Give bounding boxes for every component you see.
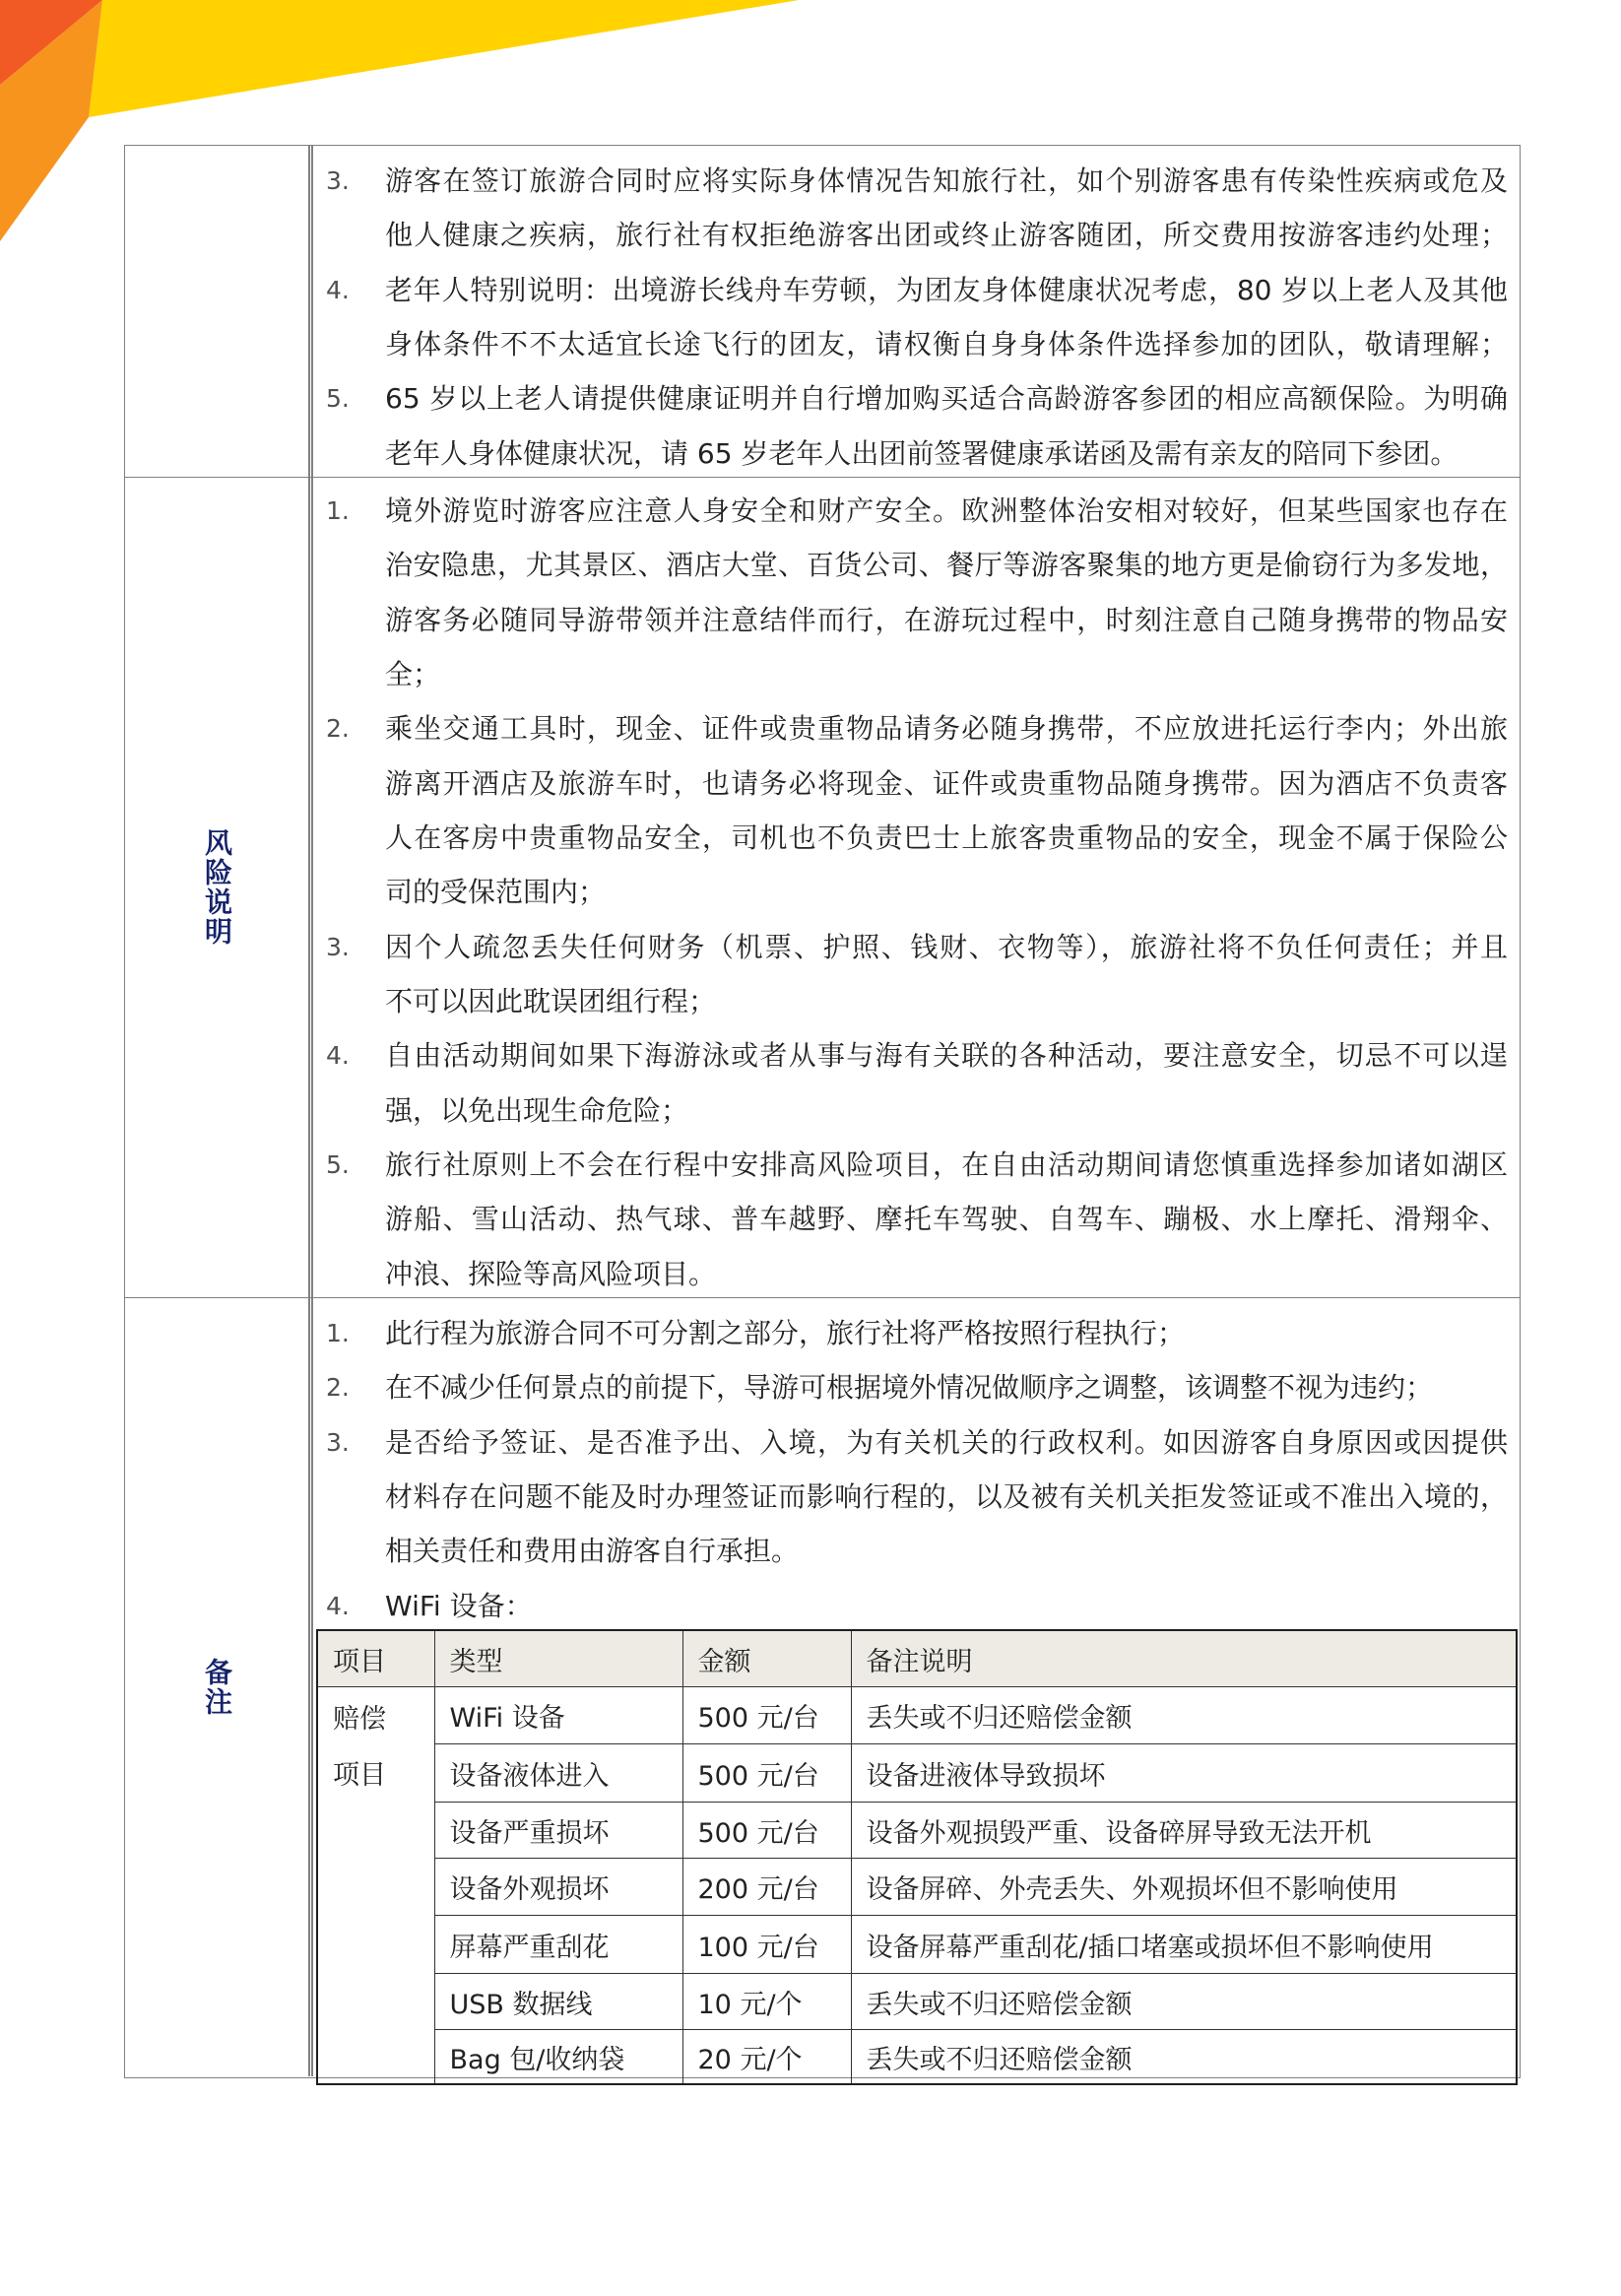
table-cell-note: 设备外观损毁严重、设备碎屏导致无法开机 bbox=[851, 1803, 1517, 1859]
list-item-line bbox=[313, 371, 1520, 426]
list-item-text: 冲浪、探险等高风险项目。 bbox=[385, 1257, 717, 1290]
list-item-line bbox=[313, 1138, 1520, 1192]
list-item-text: 老年人身体健康状况，请 65 岁老年人出团前签署健康承诺函及需有亲友的陪同下参团。 bbox=[385, 436, 1459, 470]
table-cell-amount: 10 元/个 bbox=[682, 1974, 851, 2030]
table-cell-amount: 100 元/台 bbox=[682, 1916, 851, 1974]
list-item-text: 自由活动期间如果下海游泳或者从事与海有关联的各种活动，要注意安全，切忌不可以逞 bbox=[385, 1039, 1508, 1073]
table-row bbox=[317, 1803, 1517, 1859]
list-number: 3. bbox=[326, 166, 350, 195]
list-item-line bbox=[313, 1415, 1520, 1470]
list-item-text: 治安隐患，尤其景区、酒店大堂、百货公司、餐厅等游客聚集的地方更是偷窃行为多发地， bbox=[385, 549, 1508, 582]
list-number: 4. bbox=[326, 275, 350, 304]
list-item-line bbox=[313, 1192, 1520, 1246]
table-cell-type: 设备严重损坏 bbox=[434, 1803, 682, 1859]
table-category-cell bbox=[317, 1687, 434, 2085]
table-cell-type: 设备液体进入 bbox=[434, 1744, 682, 1803]
list-item-line bbox=[313, 1247, 1520, 1301]
list-item-text: 全； bbox=[385, 658, 441, 691]
table-cell-note: 丢失或不归还赔偿金额 bbox=[851, 1687, 1517, 1744]
table-header-cell: 类型 bbox=[434, 1630, 682, 1687]
section-remarks bbox=[125, 1297, 1520, 2076]
list-item-text: 游离开酒店及旅游车时，也请务必将现金、证件或贵重物品随身携带。因为酒店不负责客 bbox=[385, 766, 1508, 800]
list-number: 1. bbox=[326, 1319, 350, 1347]
list-item-text: 不可以因此耽误团组行程； bbox=[385, 985, 717, 1018]
list-item-text: 65 岁以上老人请提供健康证明并自行增加购买适合高龄游客参团的相应高额保险。为明确 bbox=[385, 382, 1508, 416]
list-number: 2. bbox=[326, 1373, 350, 1403]
list-item-line bbox=[313, 974, 1520, 1028]
list-item-line bbox=[313, 426, 1520, 481]
item-list bbox=[313, 154, 1520, 481]
list-item-text: 强，以免出现生命危险； bbox=[385, 1093, 689, 1127]
list-item-text: 游客在签订旅游合同时应将实际身体情况告知旅行社，如个别游客患有传染性疾病或危及 bbox=[385, 164, 1508, 197]
list-item-line bbox=[313, 647, 1520, 701]
list-item-text: 此行程为旅游合同不可分割之部分，旅行社将严格按照行程执行； bbox=[385, 1317, 1186, 1349]
table-cell-note: 设备屏碎、外壳丢失、外观损坏但不影响使用 bbox=[851, 1859, 1517, 1916]
table-category-text: 赔偿项目 bbox=[333, 1704, 386, 1791]
list-item-line bbox=[313, 263, 1520, 317]
table-cell-amount: 500 元/台 bbox=[682, 1803, 851, 1859]
section-label: 备注 bbox=[201, 1658, 233, 1717]
list-number: 3. bbox=[326, 1427, 350, 1457]
table-cell-note: 丢失或不归还赔偿金额 bbox=[851, 2030, 1517, 2085]
itinerary-notes-table bbox=[124, 145, 1521, 2078]
list-item-line bbox=[313, 1360, 1520, 1414]
list-number: 1. bbox=[326, 496, 350, 525]
list-item-line bbox=[313, 1083, 1520, 1138]
table-row bbox=[317, 2030, 1517, 2085]
list-item-line bbox=[313, 756, 1520, 811]
list-item-line bbox=[313, 1028, 1520, 1082]
list-item-line bbox=[313, 1306, 1520, 1360]
section-content bbox=[313, 146, 1520, 477]
section-continued bbox=[125, 146, 1520, 477]
section-label-cell bbox=[125, 146, 313, 477]
table-cell-type: WiFi 设备 bbox=[434, 1687, 682, 1744]
list-item-text: 乘坐交通工具时，现金、证件或贵重物品请务必随身携带，不应放进托运行李内；外出旅 bbox=[385, 712, 1508, 746]
list-number: 2. bbox=[326, 714, 350, 744]
table-cell-type: 屏幕严重刮花 bbox=[434, 1916, 682, 1974]
list-item-text: 人在客房中贵重物品安全，司机也不负责巴士上旅客贵重物品的安全，现金不属于保险公 bbox=[385, 821, 1508, 855]
list-item-text: 在不减少任何景点的前提下，导游可根据境外情况做顺序之调整，该调整不视为违约； bbox=[385, 1371, 1434, 1405]
list-item-text: 因个人疏忽丢失任何财务（机票、护照、钱财、衣物等），旅游社将不负任何责任；并且 bbox=[385, 930, 1508, 963]
list-item-line bbox=[313, 1470, 1520, 1524]
list-item-line bbox=[313, 865, 1520, 919]
list-item-text: 游客务必随同导游带领并注意结伴而行，在游玩过程中，时刻注意自己随身携带的物品安 bbox=[385, 603, 1508, 636]
list-number: 5. bbox=[326, 1150, 350, 1180]
item-list bbox=[313, 1306, 1520, 1633]
table-cell-type: Bag 包/收纳袋 bbox=[434, 2030, 682, 2085]
list-item-line bbox=[313, 811, 1520, 865]
list-item-line bbox=[313, 701, 1520, 755]
table-cell-amount: 200 元/台 bbox=[682, 1859, 851, 1916]
list-number: 5. bbox=[326, 384, 350, 414]
list-item-line bbox=[313, 484, 1520, 538]
list-item-text: 游船、雪山活动、热气球、普车越野、摩托车驾驶、自驾车、蹦极、水上摩托、滑翔伞、 bbox=[385, 1203, 1508, 1236]
list-item-line bbox=[313, 538, 1520, 592]
list-item-text: 境外游览时游客应注意人身安全和财产安全。欧洲整体治安相对较好，但某些国家也存在 bbox=[385, 494, 1508, 527]
table-header-cell: 金额 bbox=[682, 1630, 851, 1687]
section-risk bbox=[125, 477, 1520, 1297]
table-cell-amount: 500 元/台 bbox=[682, 1744, 851, 1803]
table-cell-type: USB 数据线 bbox=[434, 1974, 682, 2030]
table-row bbox=[317, 1974, 1517, 2030]
item-list bbox=[313, 484, 1520, 1301]
list-item-text: 老年人特别说明：出境游长线舟车劳顿，为团友身体健康状况考虑，80 岁以上老人及其他 bbox=[385, 273, 1508, 306]
table-row bbox=[317, 1916, 1517, 1974]
table-cell-note: 设备进液体导致损坏 bbox=[851, 1744, 1517, 1803]
list-item-line bbox=[313, 208, 1520, 262]
section-content bbox=[313, 478, 1520, 1297]
list-number: 4. bbox=[326, 1041, 350, 1071]
list-item-line bbox=[313, 1524, 1520, 1578]
list-item-text: 司的受保范围内； bbox=[385, 876, 607, 909]
list-item-text: 是否给予签证、是否准予出、入境，为有关机关的行政权利。如因游客自身原因或因提供 bbox=[385, 1425, 1508, 1459]
section-label: 风险说明 bbox=[201, 828, 233, 947]
section-label-cell bbox=[125, 1298, 313, 2076]
table-row bbox=[317, 1744, 1517, 1803]
section-label-cell bbox=[125, 478, 313, 1297]
table-cell-note: 丢失或不归还赔偿金额 bbox=[851, 1974, 1517, 2030]
list-item-line bbox=[313, 154, 1520, 208]
list-item-text: 他人健康之疾病，旅行社有权拒绝游客出团或终止游客随团，所交费用按游客违约处理； bbox=[385, 219, 1508, 252]
list-item-line bbox=[313, 593, 1520, 647]
list-item-line bbox=[313, 317, 1520, 371]
list-item-line bbox=[313, 920, 1520, 974]
table-header-row bbox=[317, 1630, 1517, 1687]
table-header-cell: 项目 bbox=[317, 1630, 434, 1687]
list-item-text: 材料存在问题不能及时办理签证而影响行程的，以及被有关机关拒发签证或不准出入境的， bbox=[385, 1480, 1508, 1514]
list-number: 3. bbox=[326, 932, 350, 961]
list-number: 4. bbox=[326, 1591, 350, 1620]
list-item-text: WiFi 设备： bbox=[385, 1589, 533, 1622]
table-row bbox=[317, 1687, 1517, 1744]
table-cell-type: 设备外观损坏 bbox=[434, 1859, 682, 1916]
deco-yellow-band bbox=[89, 0, 799, 117]
table-cell-amount: 500 元/台 bbox=[682, 1687, 851, 1744]
table-cell-note: 设备屏幕严重刮花/插口堵塞或损坏但不影响使用 bbox=[851, 1916, 1517, 1974]
list-item-text: 旅行社原则上不会在行程中安排高风险项目，在自由活动期间请您慎重选择参加诸如湖区 bbox=[385, 1148, 1508, 1182]
table-header-cell: 备注说明 bbox=[851, 1630, 1517, 1687]
table-cell-amount: 20 元/个 bbox=[682, 2030, 851, 2085]
list-item-text: 相关责任和费用由游客自行承担。 bbox=[385, 1535, 800, 1568]
list-item-text: 身体条件不不太适宜长途飞行的团友，请权衡自身身体条件选择参加的团队，敬请理解； bbox=[385, 328, 1508, 361]
list-item-line bbox=[313, 1579, 1520, 1633]
table-row bbox=[317, 1859, 1517, 1916]
wifi-compensation-table bbox=[316, 1629, 1518, 2085]
section-content bbox=[313, 1298, 1520, 2076]
